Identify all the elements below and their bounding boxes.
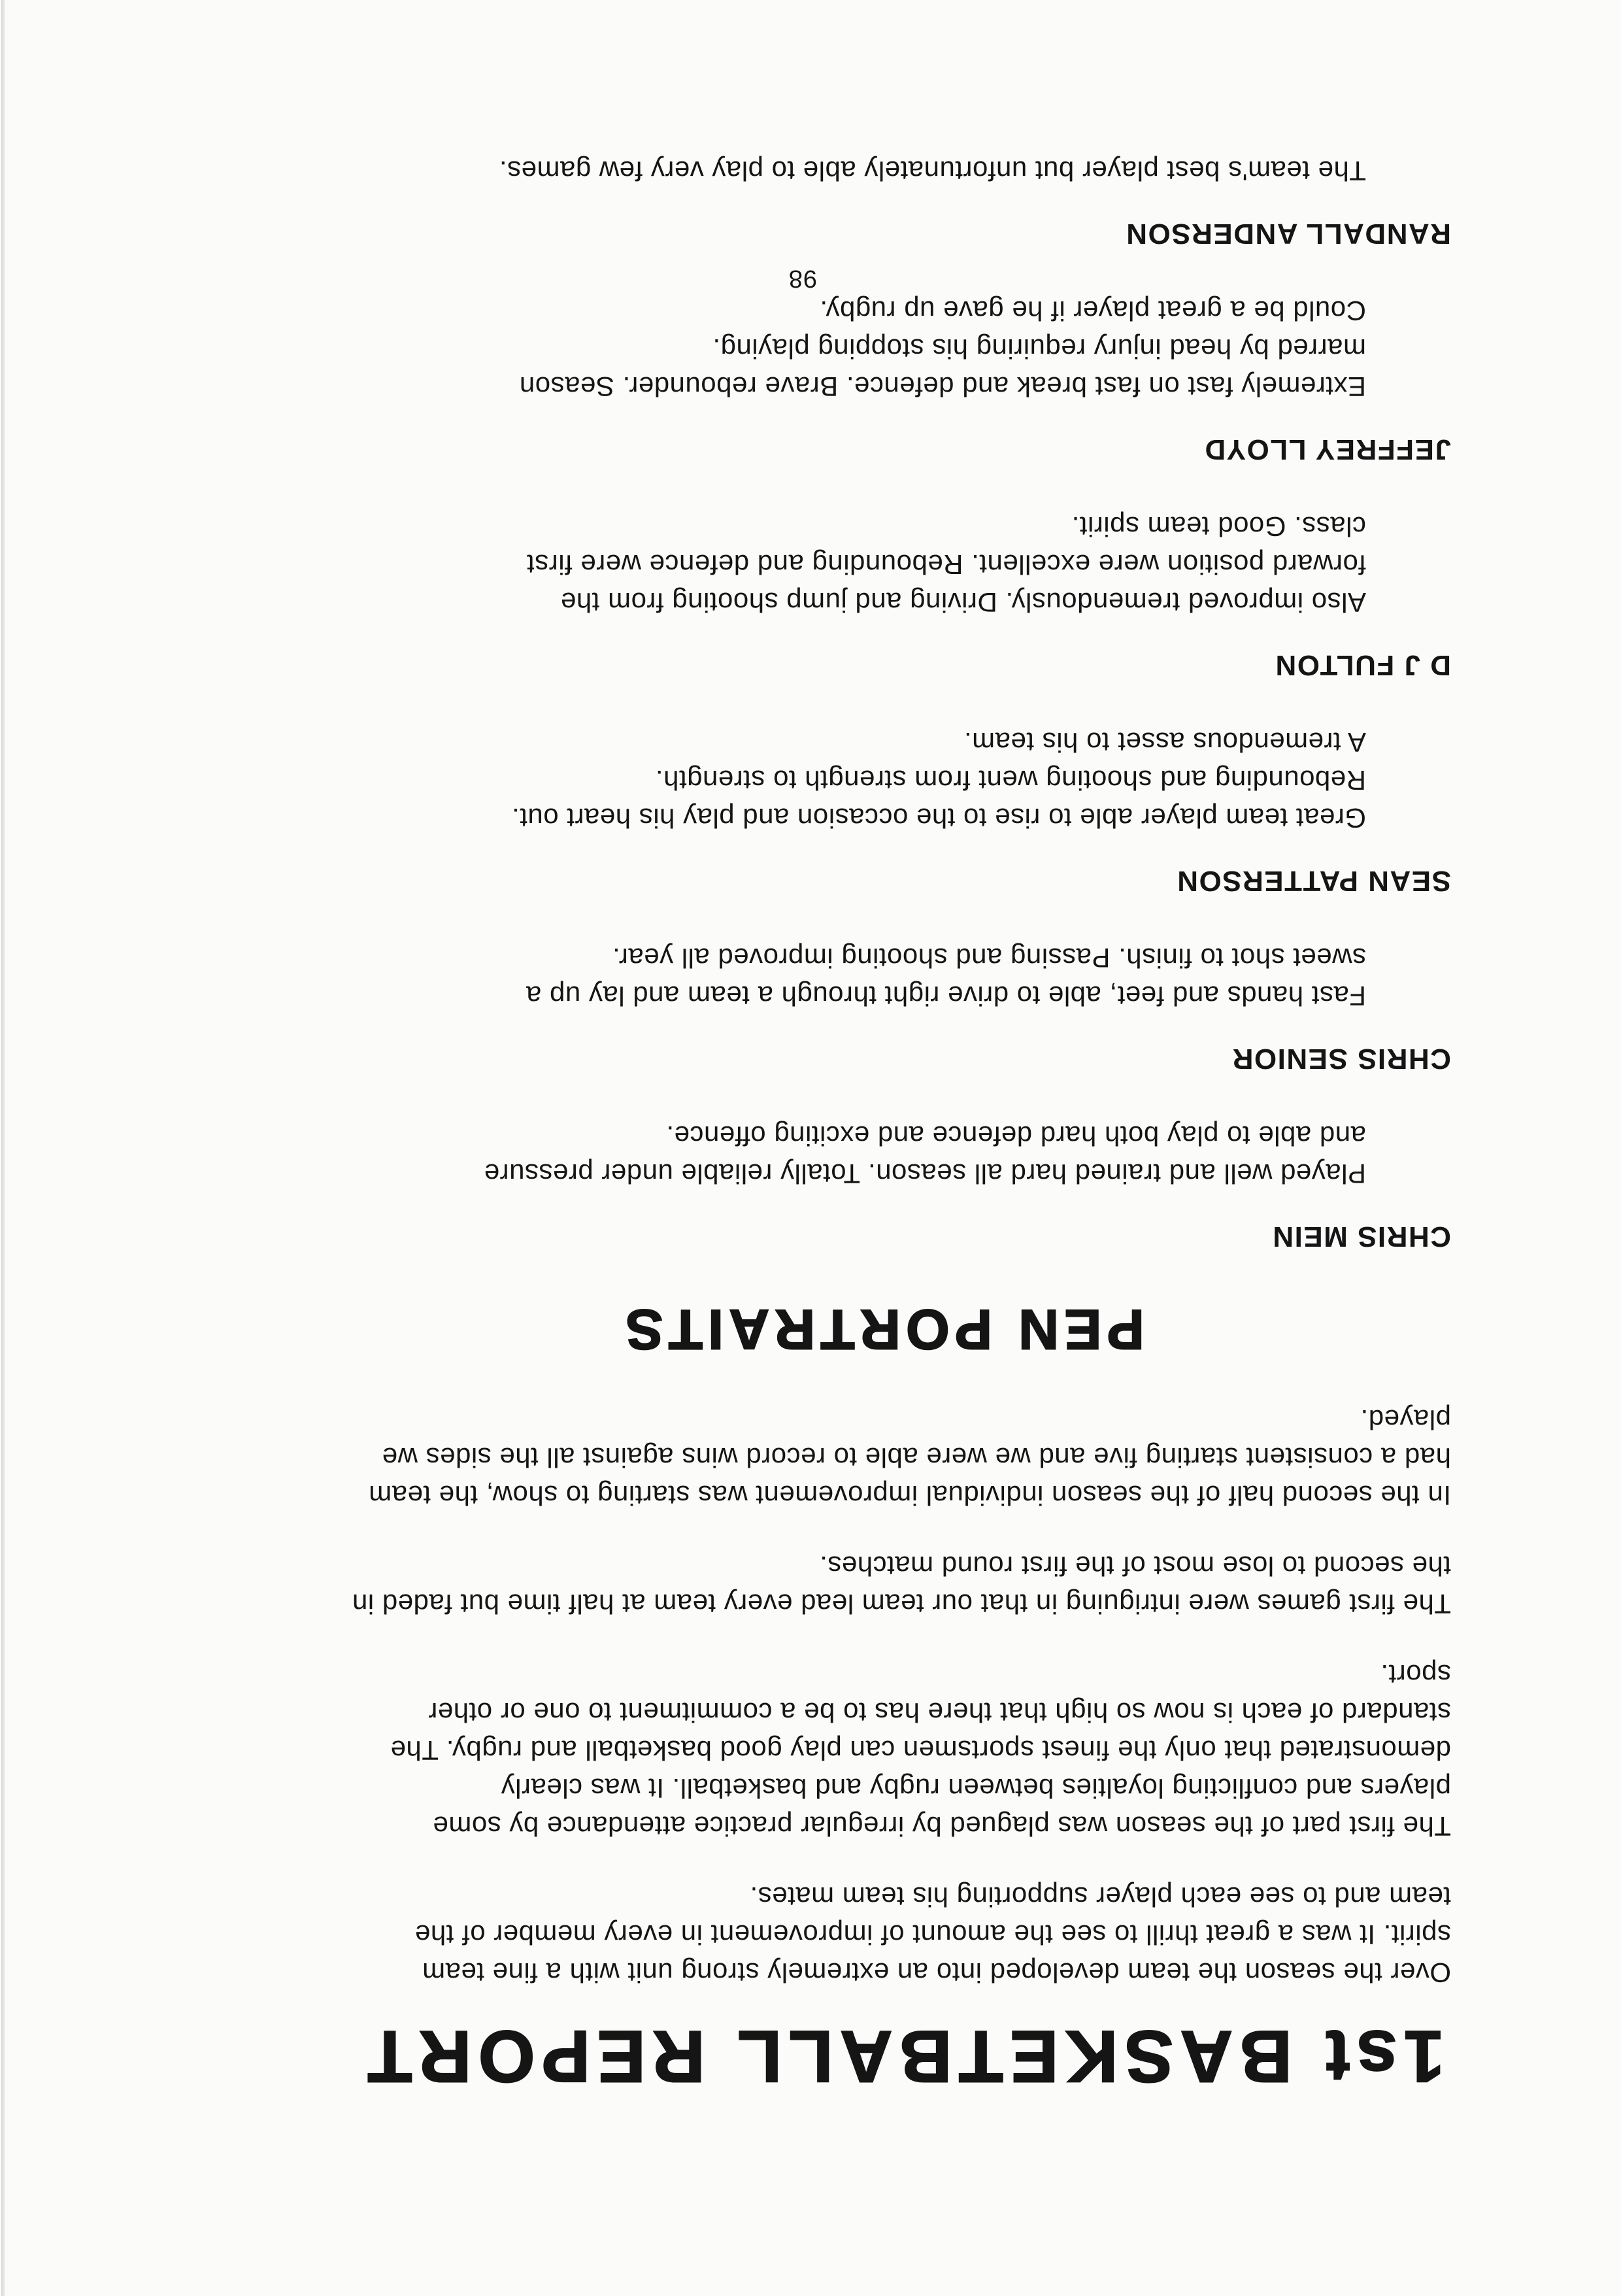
intro-paragraph: In the second half of the season individual improvement was starting to show, the team had a consistent starting five and we were able to record wins against all the sides we played. (368, 1404, 1451, 1511)
player-name: JEFFREY LLOYD (1203, 433, 1451, 465)
report-title: 1st BASKETBALL REPORT (361, 2016, 1445, 2097)
player-name: RANDALL ANDERSON (1125, 218, 1451, 250)
player-name: D J FULTON (1274, 649, 1451, 681)
portrait-entry (235, 723, 1451, 900)
player-description: Played well and trained hard all season. Totally reliable under pressure and able to play both hard defence and exciting offence. (484, 1121, 1366, 1189)
portrait-entry (235, 152, 1451, 252)
portrait-entry (235, 507, 1451, 684)
pen-portraits-heading: PEN PORTRAITS (620, 1298, 1145, 1360)
portrait-entry (235, 1117, 1451, 1255)
player-description: Fast hands and feet, able to drive right through a team and lay up a sweet shot to finish. Passing and shooting improved all year. (526, 943, 1366, 1011)
portraits-list (235, 152, 1451, 1255)
intro-paragraph: The first part of the season was plagued by irregular practice attendance by some players and conflicting loyalties between rugby and basketball. It was clearly demonstrated that only the finest sportsmen can play good basketball and rugby. The standard of each is now so high that there has to be a commitment to one or other sport. (390, 1659, 1451, 1842)
intro-paragraph: Over the season the team developed into an extremely strong unit with a fine team spirit. It was a great thrill to see the amount of improvement in every member of the team and to see each player supporting his team mates. (414, 1882, 1451, 1988)
intro-paragraph: The first games were intriguing in that our team lead every team at half time but faded in the second to lose most of the first round matches. (352, 1551, 1451, 1619)
player-description: Extremely fast on fast break and defence. Brave rebounder. Season marred by head injury requiring his stopping playing. Could be a great player if he gave up rugby. (519, 295, 1366, 402)
player-description: The team's best player but unfortunately able to play very few games. (499, 156, 1366, 186)
player-name: CHRIS SENIOR (1231, 1043, 1451, 1075)
portrait-entry (235, 939, 1451, 1077)
page-content (235, 152, 1451, 2099)
portrait-entry (235, 292, 1451, 468)
page-binding-edge (1, 0, 5, 2296)
player-name: SEAN PATTERSON (1176, 865, 1451, 897)
page-number: 98 (788, 265, 817, 292)
player-description: Also improved tremendously. Driving and jump shooting from the forward position were excellent. Rebounding and defence were first class. Good team spirit. (526, 511, 1366, 618)
player-name: CHRIS MEIN (1271, 1221, 1451, 1253)
player-description: Great team player able to rise to the occasion and play his heart out. Rebounding and shooting went from strength to strength. A tremendous asset to his team. (511, 727, 1366, 834)
